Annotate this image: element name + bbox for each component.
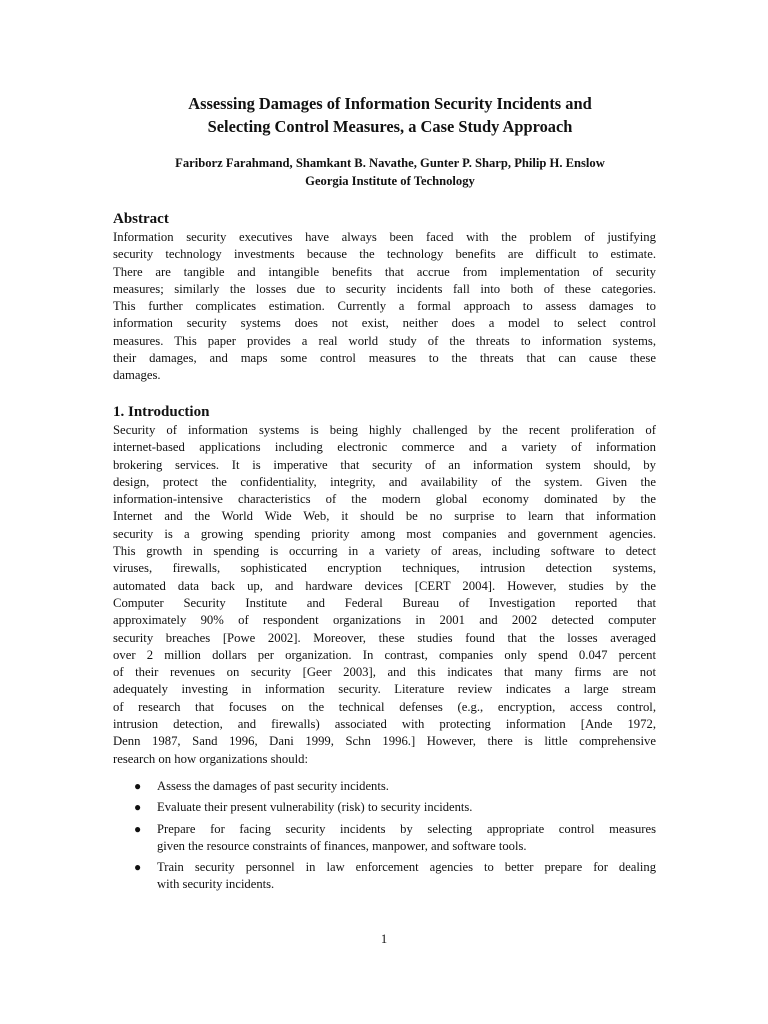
bullet-icon: ● <box>134 800 142 815</box>
abstract-body <box>113 229 656 385</box>
introduction-heading: 1. Introduction <box>113 404 210 420</box>
bullet-item <box>113 859 656 894</box>
bullet-icon: ● <box>134 779 142 793</box>
introduction-body <box>113 422 656 768</box>
bullet-item <box>113 799 656 816</box>
author-block <box>60 154 720 190</box>
abstract-line: This further complicates estimation. Currently a formal approach to assess damages to <box>113 299 656 314</box>
bullet-text: Evaluate their present vulnerability (risk) to security incidents. <box>157 800 473 815</box>
abstract-line: their damages, and maps some control measures to the threats that can cause these <box>113 351 656 366</box>
bullet-text: Assess the damages of past security incidents. <box>157 779 389 793</box>
author-names: Fariborz Farahmand, Shamkant B. Navathe, Gunter P. Sharp, Philip H. Enslow <box>175 156 605 170</box>
bullet-text: Prepare for facing security incidents by selecting appropriate control measures <box>157 821 656 836</box>
paper-title <box>90 92 690 138</box>
bullet-list <box>113 778 656 898</box>
bullet-item <box>113 821 656 856</box>
intro-line: Security of information systems is being highly challenged by the recent proliferation of <box>113 423 656 437</box>
intro-line: security is a growing spending priority among most companies and government agencies. <box>113 526 656 541</box>
intro-line: brokering services. It is imperative that security of an information system should, by <box>113 457 656 472</box>
intro-line: automated data back up, and hardware devices [CERT 2004]. However, studies by the <box>113 578 656 593</box>
bullet-text: given the resource constraints of finances, manpower, and software tools. <box>157 838 527 853</box>
title-line-2: Selecting Control Measures, a Case Study Approach <box>207 117 573 136</box>
author-affiliation: Georgia Institute of Technology <box>305 174 475 188</box>
bullet-text: Train security personnel in law enforcement agencies to better prepare for dealing <box>157 860 656 875</box>
intro-line: design, protect the confidentiality, integrity, and availability of the system. Given the <box>113 474 656 489</box>
intro-line: of research that focuses on the technical defenses (e.g., encryption, access control, <box>113 699 656 714</box>
abstract-line: Information security executives have always been faced with the problem of justifying <box>113 230 656 244</box>
intro-line: viruses, firewalls, sophisticated encryption techniques, intrusion detection systems, <box>113 561 656 576</box>
abstract-line: information security systems does not exist, neither does a model to select control <box>113 316 656 331</box>
bullet-icon: ● <box>134 860 142 875</box>
intro-line: of their revenues on security [Geer 2003], and this indicates that many firms are not <box>113 665 656 680</box>
abstract-heading: Abstract <box>113 211 169 227</box>
intro-line: approximately 90% of respondent organizations in 2001 and 2002 detected computer <box>113 613 656 628</box>
intro-line: intrusion detection, and firewalls) associated with protecting information [Ande 1972, <box>113 717 656 732</box>
abstract-line: measures; similarly the losses due to security incidents fall into both of these categories. <box>113 281 656 296</box>
intro-line: Denn 1987, Sand 1996, Dani 1999, Schn 1996.] However, there is little comprehensive <box>113 734 656 749</box>
intro-line: Computer Security Institute and Federal Bureau of Investigation reported that <box>113 595 656 610</box>
intro-line: information-intensive characteristics of the modern global economy dominated by the <box>113 492 656 507</box>
abstract-line: There are tangible and intangible benefits that accrue from implementation of security <box>113 264 656 279</box>
bullet-item <box>113 778 656 795</box>
abstract-line: security technology investments because the technology benefits are difficult to estimate. <box>113 247 656 262</box>
intro-line: research on how organizations should: <box>113 751 308 766</box>
title-line-1: Assessing Damages of Information Security Incidents and <box>188 94 592 113</box>
abstract-line: damages. <box>113 368 161 383</box>
bullet-text: with security incidents. <box>157 877 275 892</box>
intro-line: adequately investing in information security. Literature review indicates a large stream <box>113 682 656 697</box>
bullet-icon: ● <box>134 821 142 836</box>
intro-line: Internet and the World Wide Web, it should be no surprise to learn that information <box>113 509 656 524</box>
intro-line: over 2 million dollars per organization. In contrast, companies only spend 0.047 percent <box>113 647 656 662</box>
intro-line: internet-based applications including electronic commerce and a variety of information <box>113 440 656 455</box>
intro-line: security breaches [Powe 2002]. Moreover, these studies found that the losses averaged <box>113 630 656 645</box>
abstract-line: measures. This paper provides a real world study of the threats to information systems, <box>113 333 656 348</box>
intro-line: This growth in spending is occurring in a variety of areas, including software to detect <box>113 544 656 559</box>
page-number: 1 <box>380 932 388 946</box>
